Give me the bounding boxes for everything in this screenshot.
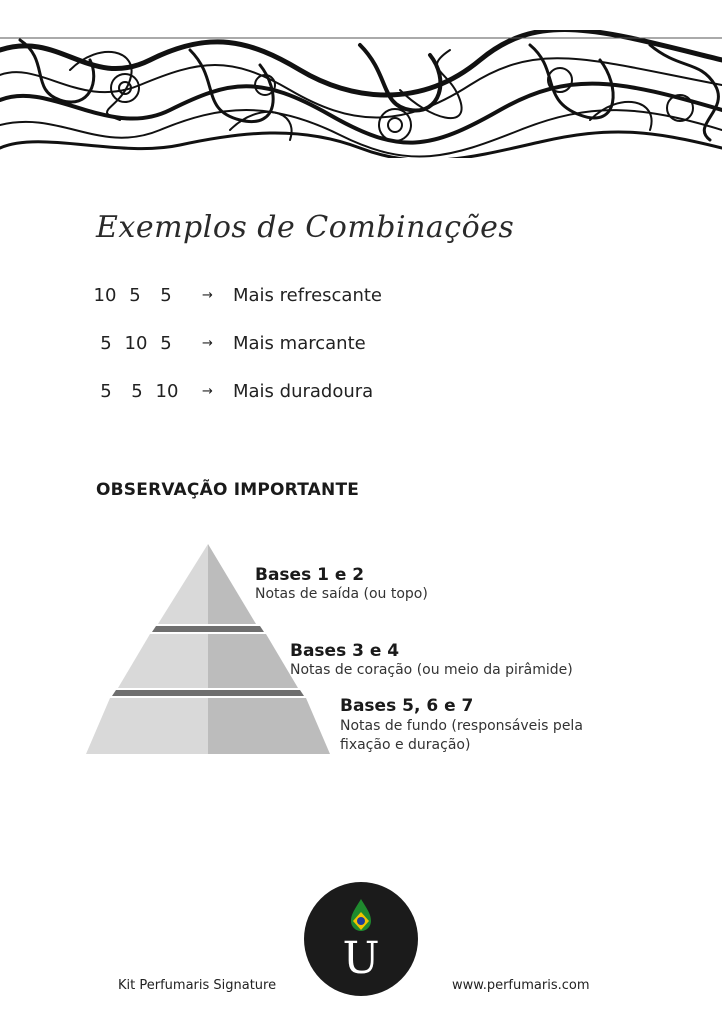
pyramid-tier-middle-left — [118, 634, 208, 688]
page-title: Exemplos de Combinações — [96, 210, 515, 245]
combo-value-1: 5 — [100, 333, 112, 354]
pyramid-tier-bottom-left — [86, 698, 208, 754]
footer-kit-name: Kit Perfumaris Signature — [118, 978, 277, 993]
pyramid-band-2 — [112, 690, 304, 696]
logo-letter: U — [342, 933, 380, 984]
combination-row — [0, 379, 722, 405]
brand-logo — [303, 881, 419, 997]
combo-result: Mais duradoura — [233, 381, 374, 402]
combo-value-2: 5 — [129, 285, 141, 306]
pyramid-tier-top-right — [208, 544, 256, 624]
combination-row — [0, 331, 722, 357]
footer-website-link[interactable]: www.perfumaris.com — [452, 978, 590, 993]
marble-header-decoration — [0, 30, 722, 158]
combo-value-2: 5 — [131, 381, 143, 402]
combo-value-2: 10 — [124, 333, 148, 354]
pyramid-tier-top-left — [158, 544, 208, 624]
combination-row — [0, 283, 722, 309]
tier-desc-bottom-line1: Notas de fundo (responsáveis pela — [340, 718, 583, 734]
tier-title-middle: Bases 3 e 4 — [290, 641, 400, 661]
tier-title-top: Bases 1 e 2 — [255, 565, 365, 585]
tier-desc-middle: Notas de coração (ou meio da pirâmide) — [290, 662, 573, 678]
observation-title: OBSERVAÇÃO IMPORTANTE — [96, 480, 360, 500]
arrow-right-icon: → — [202, 384, 213, 399]
combo-value-3: 10 — [155, 381, 179, 402]
combo-value-1: 10 — [93, 285, 117, 306]
tier-title-bottom: Bases 5, 6 e 7 — [340, 696, 474, 716]
pyramid-tier-bottom-right — [208, 698, 330, 754]
tier-desc-bottom-line2: fixação e duração) — [340, 737, 471, 753]
arrow-right-icon: → — [202, 336, 213, 351]
combo-result: Mais refrescante — [233, 285, 383, 306]
pyramid-tier-middle-right — [208, 634, 298, 688]
tier-desc-top: Notas de saída (ou topo) — [255, 586, 428, 602]
combo-value-3: 5 — [160, 285, 172, 306]
combo-value-3: 5 — [160, 333, 172, 354]
combo-value-1: 5 — [100, 381, 112, 402]
pyramid-band-1 — [152, 626, 264, 632]
arrow-right-icon: → — [202, 288, 213, 303]
combo-result: Mais marcante — [233, 333, 366, 354]
